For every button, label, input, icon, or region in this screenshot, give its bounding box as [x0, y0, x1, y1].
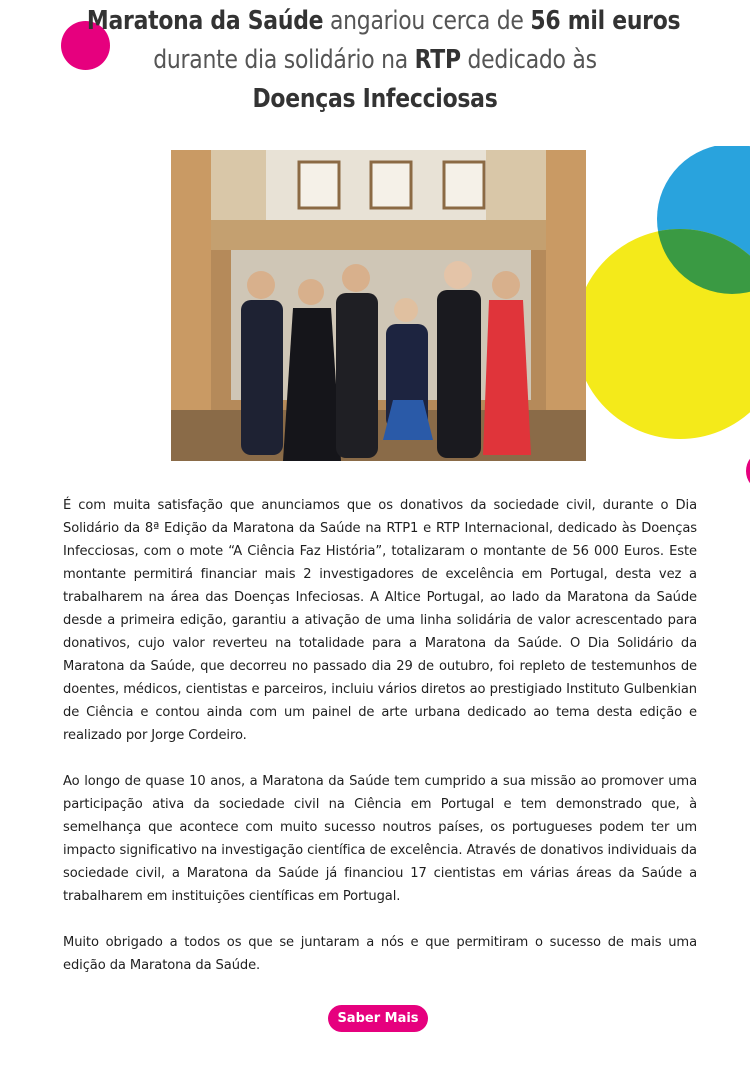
headline-text-3: dedicado às — [460, 45, 597, 75]
article-paragraph-1: É com muita satisfação que anunciamos que os donativos da sociedade civil, durante o Dia Solidário da 8ª Edição da Maratona da Saúde na RTP1 e RTP Internacional, dedicado às Doenças Infecciosas, com o mote “A Ciência Faz História”, totalizaram o montante de 56 000 Euros. Este montante permitirá financiar mais 2 investigadores de excelência em Portugal, desta vez a trabalharem na área das Doenças Infeciosas. A Altice Portugal, ao lado da Maratona da Saúde desde a primeira edição, garantiu a ativação de uma linha solidária de valor acrescentado para donativos, cujo valor reverteu na totalidade para a Maratona da Saúde. O Dia Solidário da Maratona da Saúde, que decorreu no passado dia 29 de outubro, foi repleto de testemunhos de doentes, médicos, cientistas e parceiros, incluiu vários diretos ao prestigiado Instituto Gulbenkian de Ciência e contou ainda com um painel de arte urbana dedicado ao tema desta edição e realizado por Jorge Cordeiro. — [63, 498, 697, 743]
headline-text-1: angariou cerca de — [323, 6, 531, 36]
article-paragraph-2: Ao longo de quase 10 anos, a Maratona da Saúde tem cumprido a sua missão ao promover uma participação ativa da sociedade civil na Ciência em Portugal e tem demonstrado que, à semelhança que acontece com muito sucesso noutros países, os portugueses podem ter um impacto significativo na investigação científica de excelência. Através de donativos individuais da sociedade civil, a Maratona da Saúde já financiou 17 cientistas em várias áreas da Saúde a trabalharem em instituições científicas em Portugal. — [63, 774, 697, 904]
article-body — [63, 494, 697, 1000]
saber-mais-button[interactable]: Saber Mais — [328, 1005, 428, 1032]
headline-name: Maratona da Saúde — [86, 6, 324, 36]
headline-text-2: durante dia solidário na — [153, 45, 415, 75]
decorative-pink-edge-dot — [746, 453, 750, 489]
article-paragraph-3: Muito obrigado a todos os que se juntaram a nós e que permitiram o sucesso de mais uma edição da Maratona da Saúde. — [63, 935, 697, 973]
headline-line-1 — [86, 2, 681, 41]
decorative-circles — [580, 146, 750, 446]
headline-topic: Doenças Infecciosas — [252, 84, 498, 114]
headline-line-3 — [87, 80, 663, 119]
headline-amount: 56 mil euros — [530, 6, 681, 36]
headline — [86, 2, 681, 119]
headline-channel: RTP — [414, 45, 461, 75]
headline-line-2 — [87, 41, 663, 80]
event-group-photo — [171, 150, 586, 461]
